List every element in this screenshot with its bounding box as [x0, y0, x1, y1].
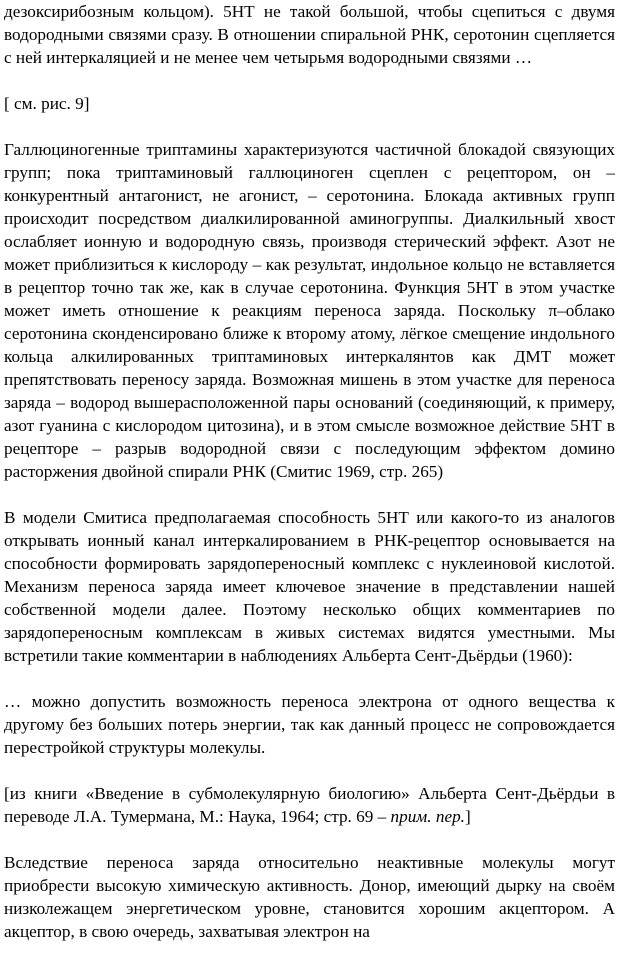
paragraph-charge-transfer: Вследствие переноса заряда относительно неактивные молекулы могут приобрести высокую химическую активность. Донор, имеющий дырку на своём низколежащем энергетическом уровне, становится хорошим акцептором. А акцептор, в свою очередь, захватывая электрон на — [4, 853, 615, 941]
figure-reference: [ см. рис. 9] — [4, 94, 90, 113]
translator-note — [4, 782, 615, 828]
translator-note-emphasis: прим. пер. — [390, 807, 465, 826]
quote-szent-gyorgyi: … можно допустить возможность переноса электрона от одного вещества к другому без больших потерь энергии, так как данный процесс не сопровождается перестройкой структуры молекулы. — [4, 692, 615, 757]
translator-note-tail: ] — [464, 807, 471, 826]
translator-note-text: [из книги «Введение в субмолекулярную биологию» Альберта Сент-Дьёрдьи в переводе Л.А. Тумермана, М.: Наука, 1964; стр. 69 – — [4, 784, 615, 826]
paragraph-tryptamines: Галлюциногенные триптамины характеризуются частичной блокадой связующих групп; пока триптаминовый галлюциноген сцеплен с рецептором, он – конкурентный антагонист, не агонист, – серотонина. Блокада активных групп происходит посредством диалкилированной аминогруппы. Диалкильный хвост ослабляет ионную и водородную связь, производя стерический эффект. Азот не может приблизиться к кислороду – как результат, индольное кольцо не вставляется в рецептор точно так же, как в случае серотонина. Функция 5НТ в этом участке может иметь отношение к реакциям переноса заряда. Поскольку π–облако серотонина сконденсировано ближе к второму атому, лёгкое смещение индольного кольца алкилированных триптаминовых интеркалянтов как ДМТ может препятствовать переносу заряда. Возможная мишень в этом участке для переноса заряда – водород вышерасположенной пары оснований (соединяющий, к примеру, азот гуанина с кислородом цитозина), и в этом смысле возможное действие 5НТ в рецепторе – разрыв водородной связи с последующим эффектом домино расторжения двойной спирали РНК (Смитис 1969, стр. 265) — [4, 140, 615, 481]
paragraph-continuation: дезоксирибозным кольцом). 5НТ не такой большой, чтобы сцепиться с двумя водородными связями сразу. В отношении спиральной РНК, серотонин сцепляется с ней интеркаляцией и не менее чем четырьмя водородными связями … — [4, 2, 615, 67]
paragraph-smythies-model: В модели Смитиса предполагаемая способность 5НТ или какого-то из аналогов открывать ионный канал интеркалированием в РНК-рецептор основывается на способности формировать зарядопереносный комплекс с нуклеиновой кислотой. Механизм переноса заряда имеет ключевое значение в представлении нашей собственной модели далее. Поэтому несколько общих комментариев по зарядопереносным комплексам в живых системах видятся уместными. Мы встретили такие комментарии в наблюдениях Альберта Сент-Дьёрдьи (1960): — [4, 508, 615, 665]
document-page — [4, 0, 615, 943]
